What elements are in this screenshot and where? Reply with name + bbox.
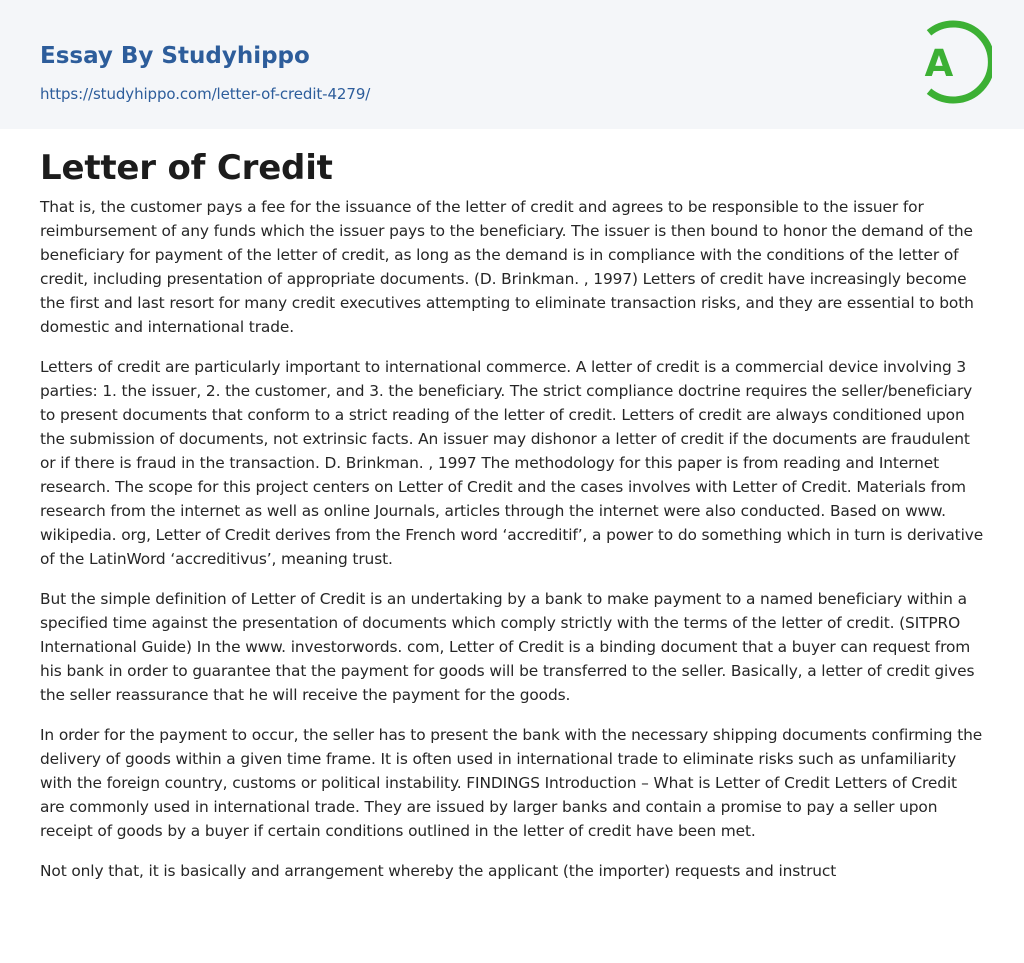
essay-body [40, 195, 984, 883]
site-header [0, 0, 1024, 129]
studyhippo-logo-icon[interactable] [902, 17, 992, 107]
essay-paragraph-5: Not only that, it is basically and arrangement whereby the applicant (the importer) requests and instruct [40, 862, 837, 880]
essay-paragraph-2: Letters of credit are particularly important to international commerce. A letter of credit is a commercial device involving 3 parties: 1. the issuer, 2. the customer, and 3. the beneficiary. The strict compliance doctrine requires the seller/beneficiary to present documents that conform to a strict reading of the letter of credit. Letters of credit are always conditioned upon the submission of documents, not extrinsic facts. An issuer may dishonor a letter of credit if the documents are fraudulent or if there is fraud in the transaction. D. Brinkman. , 1997 The methodology for this paper is from reading and Internet research. The scope for this project centers on Letter of Credit and the cases involves with Letter of Credit. Materials from research from the internet as well as online Journals, articles through the internet were also conducted. Based on www. wikipedia. org, Letter of Credit derives from the French word ‘accreditif’, a power to do something which in turn is derivative of the LatinWord ‘accreditivus’, meaning trust. [40, 358, 984, 568]
page-title: Letter of Credit [40, 148, 333, 188]
essay-paragraph-3: But the simple definition of Letter of Credit is an undertaking by a bank to make payment to a named beneficiary within a specified time against the presentation of documents which comply strictly with the terms of the letter of credit. (SITPRO International Guide) In the www. investorwords. com, Letter of Credit is a binding document that a buyer can request from his bank in order to guarantee that the payment for goods will be transferred to the seller. Basically, a letter of credit gives the seller reassurance that he will receive the payment for the goods. [40, 590, 975, 704]
logo-letter: A [924, 42, 954, 85]
essay-paragraph-1: That is, the customer pays a fee for the issuance of the letter of credit and agrees to be responsible to the issuer for reimbursement of any funds which the issuer pays to the beneficiary. The issuer is then bound to honor the demand of the beneficiary for payment of the letter of credit, as long as the demand is in compliance with the conditions of the letter of credit, including presentation of appropriate documents. (D. Brinkman. , 1997) Letters of credit have increasingly become the first and last resort for many credit executives attempting to eliminate transaction risks, and they are essential to both domestic and international trade. [40, 198, 974, 336]
logo-graphic [902, 17, 992, 107]
essay-paragraph-4: In order for the payment to occur, the seller has to present the bank with the necessary shipping documents confirming the delivery of goods within a given time frame. It is often used in international trade to eliminate risks such as unfamiliarity with the foreign country, customs or political instability. FINDINGS Introduction – What is Letter of Credit Letters of Credit are commonly used in international trade. They are issued by larger banks and contain a promise to pay a seller upon receipt of goods by a buyer if certain conditions outlined in the letter of credit have been met. [40, 726, 983, 840]
brand-title[interactable]: Essay By Studyhippo [40, 43, 310, 69]
article [0, 147, 1024, 883]
source-url-link[interactable]: https://studyhippo.com/letter-of-credit-4279/ [40, 85, 371, 103]
